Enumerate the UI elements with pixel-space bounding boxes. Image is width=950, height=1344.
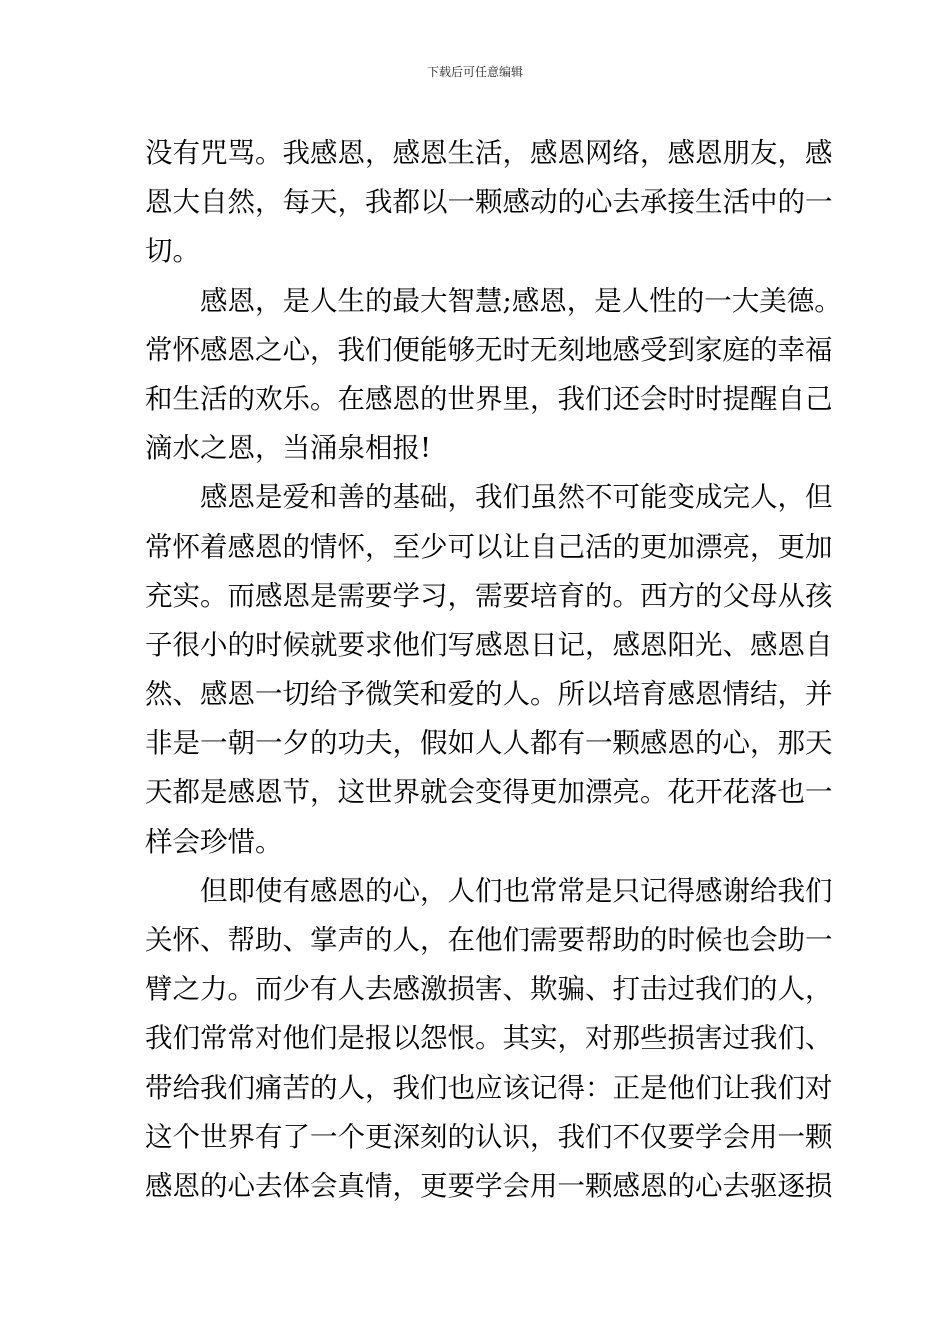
paragraph — [145, 473, 833, 867]
text-line: 没有咒骂。我感恩，感恩生活，感恩网络，感恩朋友，感 — [145, 137, 833, 169]
paragraph — [145, 867, 833, 1211]
text-line: 常怀感恩之心，我们便能够无时无刻地感受到家庭的幸福 — [145, 333, 833, 366]
paragraph — [145, 129, 833, 277]
text-line: 感恩的心去体会真情，更要学会用一颗感恩的心去驱逐损 — [145, 1169, 833, 1202]
text-line: 感恩，是人生的最大智慧;感恩，是人性的一大美德。 — [200, 284, 842, 317]
document-body — [145, 129, 842, 1211]
text-line: 和生活的欢乐。在感恩的世界里，我们还会时时提醒自己 — [145, 382, 833, 415]
page-header: 下载后可任意编辑 — [426, 65, 523, 79]
paragraph — [145, 277, 842, 474]
text-line: 然、感恩一切给予微笑和爱的人。所以培育感恩情结，并 — [145, 678, 833, 711]
text-line: 常怀着感恩的情怀，至少可以让自己活的更加漂亮，更加 — [145, 530, 833, 563]
text-line: 这个世界有了一个更深刻的认识，我们不仅要学会用一颗 — [145, 1120, 833, 1153]
text-line: 子很小的时候就要求他们写感恩日记，感恩阳光、感恩自 — [145, 628, 833, 661]
text-line: 臂之力。而少有人去感激损害、欺骗、打击过我们的人， — [145, 973, 833, 1006]
text-line: 恩大自然，每天，我都以一颗感动的心去承接生活中的一 — [145, 186, 833, 219]
text-line: 关怀、帮助、掌声的人，在他们需要帮助的时候也会助一 — [145, 924, 833, 956]
text-line: 充实。而感恩是需要学习，需要培育的。西方的父母从孩 — [145, 579, 833, 612]
text-line: 天都是感恩节，这世界就会变得更加漂亮。花开花落也一 — [145, 776, 833, 809]
text-line: 感恩是爱和善的基础，我们虽然不可能变成完人，但 — [200, 481, 833, 514]
text-line: 带给我们痛苦的人，我们也应该记得：正是他们让我们对 — [145, 1071, 833, 1104]
text-line: 非是一朝一夕的功夫，假如人人都有一颗感恩的心，那天 — [145, 727, 833, 760]
text-line: 切。 — [145, 235, 200, 268]
text-line: 我们常常对他们是报以怨恨。其实，对那些损害过我们、 — [145, 1022, 833, 1055]
text-line: 样会珍惜。 — [145, 825, 283, 858]
text-line: 但即使有感恩的心，人们也常常是只记得感谢给我们 — [200, 874, 833, 907]
text-line: 滴水之恩，当涌泉相报! — [145, 432, 432, 465]
